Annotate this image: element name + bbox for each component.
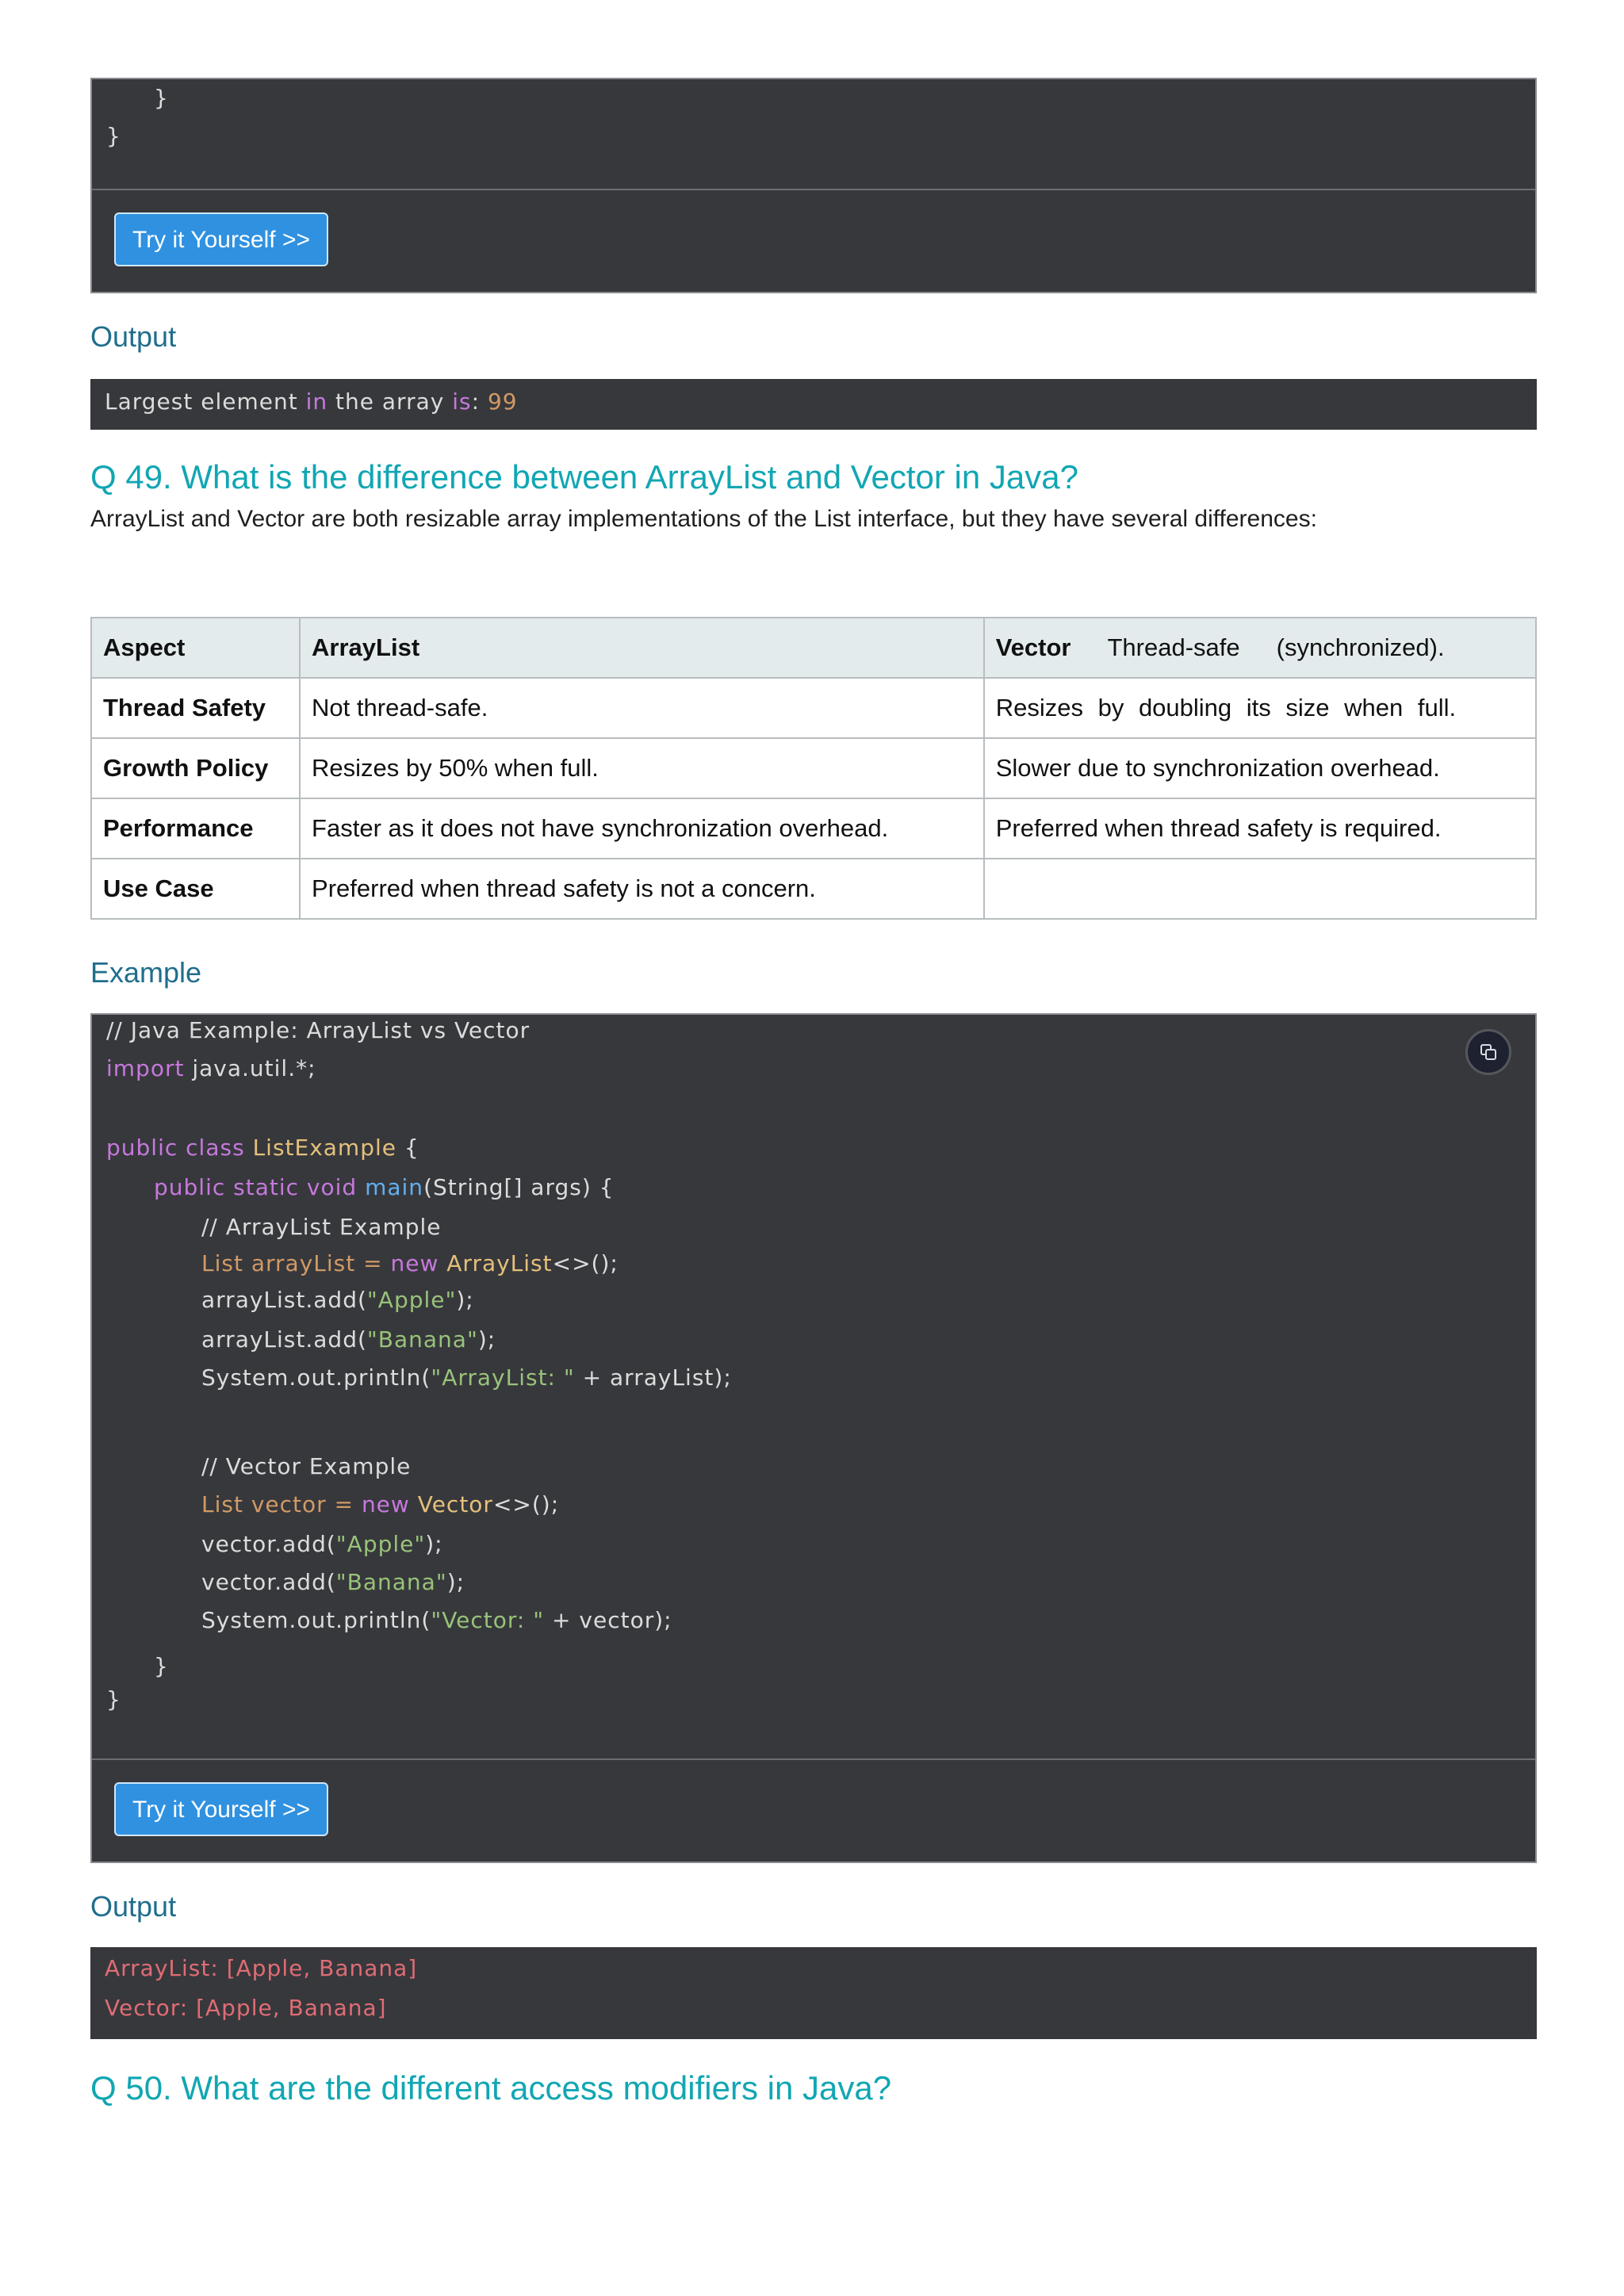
code-token: public static void: [154, 1174, 358, 1200]
output-block: [90, 379, 1537, 430]
table-cell: Faster as it does not have synchronization overhead.: [300, 798, 984, 859]
table-header-cell: [984, 618, 1536, 678]
code-token: arrayList.add(: [201, 1287, 367, 1313]
code-token: );: [425, 1531, 443, 1557]
code-block-example: [90, 1013, 1537, 1863]
table-cell: Thread Safety: [91, 678, 300, 738]
table-cell: Preferred when thread safety is not a concern.: [300, 859, 984, 919]
code-line: [201, 1606, 672, 1635]
code-line: [201, 1530, 443, 1559]
comparison-table: [90, 617, 1537, 920]
code-token: vector.add(: [201, 1531, 336, 1557]
code-token: "Banana": [366, 1326, 478, 1353]
code-token: "Apple": [335, 1531, 426, 1557]
table-cell: Preferred when thread safety is required.: [984, 798, 1536, 859]
code-token: public class: [106, 1135, 245, 1161]
code-token: System.out.println(: [201, 1607, 431, 1633]
code-token: );: [477, 1326, 496, 1353]
code-line: }: [154, 1653, 169, 1679]
table-row: [91, 859, 1536, 919]
code-token: {: [396, 1135, 419, 1161]
code-token: new: [390, 1250, 439, 1276]
code-token: (String[] args) {: [423, 1174, 615, 1200]
code-token: arrayList.add(: [201, 1326, 367, 1353]
code-token: + arrayList);: [574, 1364, 732, 1391]
try-it-strip: [92, 189, 1535, 292]
output-line: ArrayList: [Apple, Banana]: [105, 1955, 418, 1981]
table-cell: Not thread-safe.: [300, 678, 984, 738]
table-header-text: Vector: [995, 633, 1071, 661]
output-text: :: [471, 388, 488, 415]
code-token: =: [326, 1491, 362, 1517]
output-line: [105, 388, 518, 415]
code-token: Vector: [417, 1491, 493, 1517]
output-text: Largest element: [105, 388, 306, 415]
code-line: [201, 1490, 559, 1519]
code-line: // ArrayList Example: [201, 1214, 442, 1240]
try-it-strip: [92, 1758, 1535, 1862]
output-keyword: in: [305, 388, 328, 415]
code-token: main: [365, 1174, 424, 1200]
code-token: "Apple": [366, 1287, 457, 1313]
copy-icon: [1479, 1043, 1498, 1062]
code-line: // Java Example: ArrayList vs Vector: [106, 1017, 530, 1043]
code-line: [106, 1054, 316, 1083]
table-cell: [984, 859, 1536, 919]
code-token: "ArrayList: ": [431, 1364, 575, 1391]
table-cell: Use Case: [91, 859, 300, 919]
code-line: }: [154, 85, 169, 111]
code-token: List vector: [201, 1491, 327, 1517]
table-cell: Performance: [91, 798, 300, 859]
table-header-text: (synchronized).: [1276, 633, 1445, 661]
code-token: import: [106, 1055, 185, 1081]
code-token: <>();: [552, 1250, 619, 1276]
table-cell: Resizes by 50% when full.: [300, 738, 984, 798]
code-token: ArrayList: [446, 1250, 553, 1276]
output-number: 99: [487, 388, 518, 415]
code-line: [154, 1173, 614, 1202]
code-line: [201, 1364, 732, 1392]
code-line: }: [106, 1686, 121, 1712]
code-token: "Banana": [335, 1569, 447, 1595]
table-header-cell: Aspect: [91, 618, 300, 678]
table-row: [91, 738, 1536, 798]
code-block-top: [90, 78, 1537, 293]
code-line: [201, 1326, 496, 1354]
table-header-row: [91, 618, 1536, 678]
output-block: [90, 1947, 1537, 2039]
code-token: System.out.println(: [201, 1364, 431, 1391]
code-token: "Vector: ": [431, 1607, 545, 1633]
table-cell: Growth Policy: [91, 738, 300, 798]
example-label: Example: [90, 956, 202, 989]
output-label: Output: [90, 1890, 177, 1923]
code-token: java.util.*;: [184, 1055, 316, 1081]
table-header-text: Thread-safe: [1107, 633, 1240, 661]
code-token: =: [355, 1250, 391, 1276]
question-50-heading: Q 50. What are the different access modifiers in Java?: [90, 2069, 892, 2107]
question-49-heading: Q 49. What is the difference between ArrayList and Vector in Java?: [90, 458, 1078, 496]
output-keyword: is: [452, 388, 472, 415]
code-token: + vector);: [544, 1607, 672, 1633]
question-49-intro: ArrayList and Vector are both resizable array implementations of the List interface, but they have several differences:: [90, 506, 1317, 532]
output-line: Vector: [Apple, Banana]: [105, 1995, 387, 2021]
code-line: [106, 1134, 419, 1162]
try-it-yourself-button[interactable]: Try it Yourself >>: [114, 212, 328, 266]
code-token: );: [446, 1569, 465, 1595]
code-token: vector.add(: [201, 1569, 336, 1595]
code-line: }: [106, 123, 121, 149]
table-row: [91, 678, 1536, 738]
try-it-yourself-button[interactable]: Try it Yourself >>: [114, 1782, 328, 1836]
output-label: Output: [90, 320, 177, 353]
table-cell: Slower due to synchronization overhead.: [984, 738, 1536, 798]
code-token: new: [361, 1491, 410, 1517]
copy-code-button[interactable]: [1465, 1029, 1511, 1075]
code-line: // Vector Example: [201, 1453, 412, 1479]
code-token: ListExample: [252, 1135, 396, 1161]
table-row: [91, 798, 1536, 859]
output-text: the array: [327, 388, 453, 415]
code-token: );: [456, 1287, 474, 1313]
code-line: [201, 1249, 619, 1278]
code-token: <>();: [492, 1491, 560, 1517]
code-line: [201, 1286, 474, 1314]
code-token: List arrayList: [201, 1250, 356, 1276]
table-cell: Resizes by doubling its size when full.: [984, 678, 1536, 738]
table-header-cell: ArrayList: [300, 618, 984, 678]
code-line: [201, 1568, 465, 1597]
